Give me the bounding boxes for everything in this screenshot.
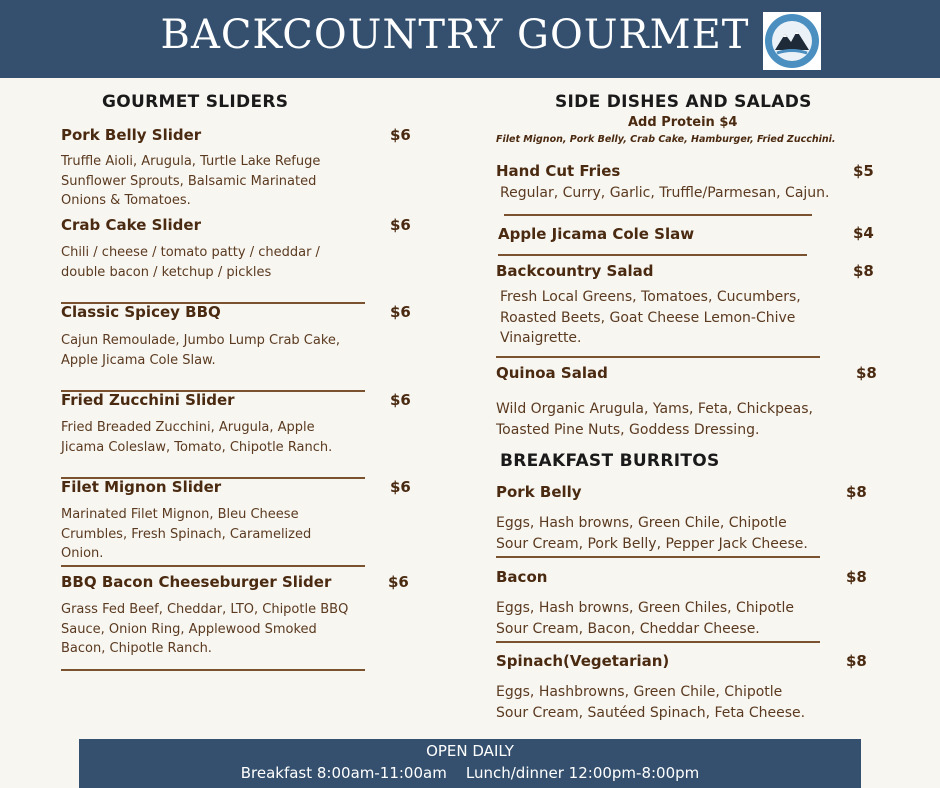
side-4-name: Quinoa Salad	[496, 364, 608, 382]
side-4-desc: Wild Organic Arugula, Yams, Feta, Chickpeas, Toasted Pine Nuts, Goddess Dressing.	[496, 401, 813, 438]
side-3-desc: Fresh Local Greens, Tomatoes, Cucumbers, Roasted Beets, Goat Cheese Lemon-Chive Vinaigrette.	[500, 289, 801, 346]
burrito-3-price: $8	[846, 652, 867, 670]
divider	[496, 641, 820, 643]
sides-heading: SIDE DISHES AND SALADS	[555, 92, 812, 112]
restaurant-title: BACKCOUNTRY GOURMET	[160, 12, 750, 58]
mountain-logo-icon	[763, 12, 821, 70]
divider	[61, 669, 365, 671]
divider	[496, 356, 820, 358]
slider-3-name: Classic Spicey BBQ	[61, 303, 221, 321]
slider-2-desc: Chili / cheese / tomato patty / cheddar / double bacon / ketchup / pickles	[61, 245, 320, 280]
side-2-price: $4	[853, 224, 874, 242]
slider-1-desc: Truffle Aioli, Arugula, Turtle Lake Refuge Sunflower Sprouts, Balsamic Marinated Onions & Tomatoes.	[61, 154, 321, 208]
slider-3-price: $6	[390, 303, 411, 321]
slider-4-desc: Fried Breaded Zucchini, Arugula, Apple Jicama Coleslaw, Tomato, Chipotle Ranch.	[61, 420, 333, 455]
burrito-2-desc: Eggs, Hash browns, Green Chiles, Chipotle Sour Cream, Bacon, Cheddar Cheese.	[496, 600, 795, 637]
slider-5-name: Filet Mignon Slider	[61, 478, 222, 496]
burrito-3-desc: Eggs, Hashbrowns, Green Chile, Chipotle Sour Cream, Sautéed Spinach, Feta Cheese.	[496, 684, 806, 721]
side-1-price: $5	[853, 162, 874, 180]
slider-2-name: Crab Cake Slider	[61, 216, 201, 234]
side-3-name: Backcountry Salad	[496, 262, 654, 280]
divider	[504, 214, 812, 216]
sliders-heading: GOURMET SLIDERS	[102, 92, 289, 112]
divider	[496, 556, 820, 558]
slider-5-price: $6	[390, 478, 411, 496]
divider	[61, 565, 365, 567]
burrito-3-name: Spinach(Vegetarian)	[496, 652, 670, 670]
slider-2-price: $6	[390, 216, 411, 234]
header-banner	[0, 0, 940, 78]
slider-4-name: Fried Zucchini Slider	[61, 391, 235, 409]
burrito-2-price: $8	[846, 568, 867, 586]
hours-footer	[79, 739, 861, 788]
hours-text: Breakfast 8:00am-11:00am Lunch/dinner 12:00pm-8:00pm	[240, 764, 700, 782]
burrito-1-name: Pork Belly	[496, 483, 582, 501]
slider-4-price: $6	[390, 391, 411, 409]
slider-6-name: BBQ Bacon Cheeseburger Slider	[61, 573, 332, 591]
slider-3-desc: Cajun Remoulade, Jumbo Lump Crab Cake, Apple Jicama Cole Slaw.	[61, 333, 341, 368]
slider-1-name: Pork Belly Slider	[61, 126, 202, 144]
side-3-price: $8	[853, 262, 874, 280]
burrito-1-price: $8	[846, 483, 867, 501]
divider	[498, 254, 807, 256]
side-1-desc: Regular, Curry, Garlic, Truffle/Parmesan, Cajun.	[500, 185, 830, 201]
burrito-2-name: Bacon	[496, 568, 548, 586]
open-daily-label: OPEN DAILY	[426, 742, 514, 760]
burritos-heading: BREAKFAST BURRITOS	[500, 451, 720, 471]
slider-6-price: $6	[388, 573, 409, 591]
side-4-price: $8	[856, 364, 877, 382]
slider-1-price: $6	[390, 126, 411, 144]
add-protein-label: Add Protein $4	[628, 115, 738, 130]
slider-5-desc: Marinated Filet Mignon, Bleu Cheese Crumbles, Fresh Spinach, Caramelized Onion.	[61, 507, 312, 561]
burrito-1-desc: Eggs, Hash browns, Green Chile, Chipotle Sour Cream, Pork Belly, Pepper Jack Cheese.	[496, 515, 808, 552]
protein-options: Filet Mignon, Pork Belly, Crab Cake, Hamburger, Fried Zucchini.	[496, 134, 836, 145]
side-1-name: Hand Cut Fries	[496, 162, 621, 180]
slider-6-desc: Grass Fed Beef, Cheddar, LTO, Chipotle BBQ Sauce, Onion Ring, Applewood Smoked Bacon, Chipotle Ranch.	[61, 602, 349, 656]
side-2-name: Apple Jicama Cole Slaw	[498, 225, 695, 243]
